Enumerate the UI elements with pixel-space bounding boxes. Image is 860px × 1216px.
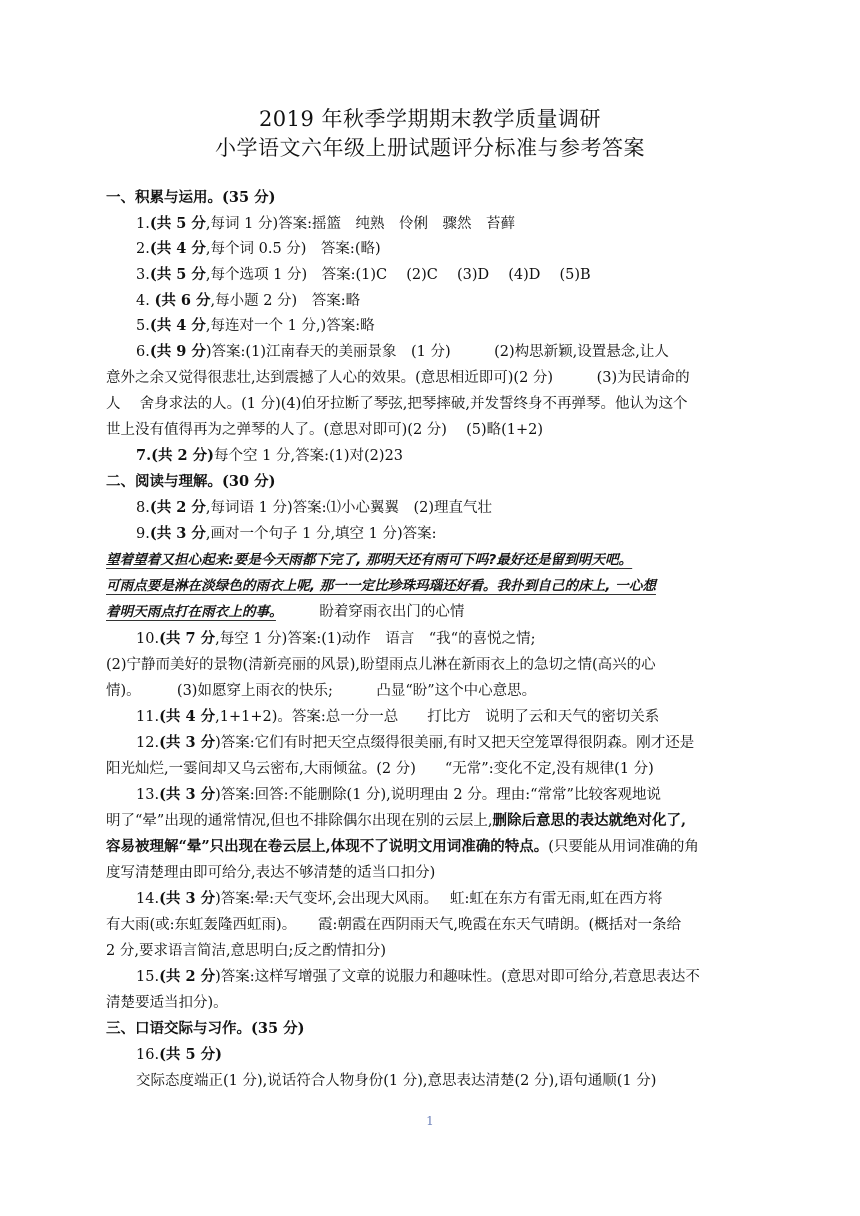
answer-text: ,每小题 2 分) 答案:略 [210,293,361,309]
answer-text: 每个空 1 分,答案:(1)对(2)23 [214,448,404,464]
answer-text: 2 分,要求语言简洁,意思明白;反之酌情扣分) [106,943,387,959]
answer-text: 世上没有值得再为之弹琴的人了。(意思对即可)(2 分) (5)略(1+2) [106,422,544,438]
item-number: 3. [136,267,150,283]
item-number: 6. [136,344,150,360]
answer-line-28 [106,915,756,935]
emphasis-bold: 删除后意思的表达就绝对化了, [492,812,687,829]
score-bold: (共 4 分 [149,240,206,257]
section-heading-text: 二、阅读与理解。(30 分) [106,473,276,490]
item-number: 13. [136,787,160,803]
answer-text: ,每个词 0.5 分) 答案:(略) [205,241,381,257]
answer-line-1 [136,214,756,234]
answer-text: ,每空 1 分)答案:(1)动作 语言 “我“的喜悦之情; [215,631,536,647]
score-bold: (共 5 分) [159,1046,222,1063]
section-heading-1 [106,188,756,208]
score-bold: (共 2 分 [149,499,206,516]
answer-line-29 [106,941,756,961]
answer-text: 明了“晕”出现的通常情况,但也不排除偶尔出现在别的云层上, [106,813,493,829]
answer-text: 盼着穿雨衣出门的心情 [275,604,465,620]
answer-text: 意外之余又觉得很悲壮,达到震撼了人心的效果。(意思相近即可)(2 分) (3)为民请命的 [106,370,690,386]
answer-text: 度写清楚理由即可给分,表达不够清楚的适当口扣分) [106,865,436,881]
item-number: 9. [136,526,150,542]
answer-line-19 [106,681,756,701]
answer-line-22 [106,759,756,779]
item-number: 5. [136,318,150,334]
score-bold: (共 7 分 [159,630,216,647]
quoted-sentence-line-1 [106,550,756,570]
answer-text: 交际态度端正(1 分),说话符合人物身份(1 分),意思表达清楚(2 分),语句通顺(1 分) [136,1073,657,1089]
answer-line-5 [136,316,756,336]
answer-text: 情)。 (3)如愿穿上雨衣的快乐; 凸显“盼”这个中心意思。 [106,683,537,699]
section-heading-text: 一、积累与运用。(35 分) [106,189,276,206]
item-number: 1. [136,216,150,232]
answer-line-13 [136,524,756,544]
score-bold: (共 3 分 [159,890,216,907]
score-bold: (共 4 分 [149,317,206,334]
underlined-sentence: 望着望着又担心起来:要是今天雨都下完了, 那明天还有雨可下吗?最好还是留到明天吧。 [106,552,633,568]
answer-text: )答案:(1)江南春天的美丽景象 (1 分) (2)构思新颖,设置悬念,让人 [205,344,669,360]
answer-text: (2)宁静而美好的景物(清新亮丽的风景),盼望雨点儿淋在新雨衣上的急切之情(高兴的心 [106,657,656,673]
score-bold: (共 9 分 [149,343,206,360]
answer-text: 有大雨(或:东虹轰隆西虹雨)。 霞:朝霞在西阴雨天气,晚霞在东天气晴朗。(概括对一条给 [106,917,682,933]
item-number: 11. [136,709,160,725]
document-subtitle: 小学语文六年级上册试题评分标准与参考答案 [215,136,645,160]
answer-line-10 [136,446,756,466]
page-number: 1 [426,1114,434,1128]
answer-line-24 [106,811,756,831]
section-heading-3 [106,1019,756,1039]
underlined-sentence: 着明天雨点打在雨衣上的事。 [106,604,276,620]
answer-line-34 [136,1071,756,1091]
answer-line-7 [106,368,756,388]
answer-line-25 [106,837,756,857]
answer-line-18 [106,655,756,675]
answer-line-6 [136,342,756,362]
answer-text: )答案:这样写增强了文章的说服力和趣味性。(意思对即可给分,若意思表达不 [215,969,700,985]
answer-text: (只要能从用词准确的角 [548,839,699,855]
quoted-sentence-line-3 [106,602,756,622]
quoted-sentence-line-2 [106,576,756,596]
answer-line-20 [136,707,756,727]
score-bold: (共 2 分 [159,968,216,985]
answer-line-12 [136,498,756,518]
answer-line-3 [136,265,756,285]
answer-line-27 [136,889,756,909]
section-heading-text: 三、口语交际与习作。(35 分) [106,1020,305,1037]
answer-text: 清楚要适当扣分)。 [106,995,228,1011]
answer-text: ,每词 1 分)答案:摇篮 纯熟 伶俐 骤然 苔藓 [205,216,515,232]
answer-line-23 [136,785,756,805]
emphasis-bold: 容易被理解“晕”只出现在卷云层上,体现不了说明文用词准确的特点。 [106,838,549,855]
score-bold: (共 5 分 [149,266,206,283]
score-bold: (共 4 分 [159,708,216,725]
item-number: 14. [136,891,160,907]
item-number: 8. [136,500,150,516]
score-bold: (共 3 分 [149,525,206,542]
item-number: 2. [136,241,150,257]
answer-line-2 [136,239,756,259]
score-bold: (共 5 分 [149,215,206,232]
answer-text: ,每词语 1 分)答案:⑴小心翼翼 (2)理直气壮 [205,500,493,516]
answer-line-21 [136,733,756,753]
answer-line-17 [136,629,756,649]
underlined-sentence: 可雨点要是淋在淡绿色的雨衣上呢, 那一一定比珍珠玛瑙还好看。我扑到自己的床上, 一心想 [106,578,656,594]
answer-text: ,每个选项 1 分) 答案:(1)C (2)C (3)D (4)D (5)B [205,267,591,283]
answer-text: )答案:回答:不能删除(1 分),说明理由 2 分。理由:“常常”比较客观地说 [215,787,661,803]
score-bold: (共 3 分 [159,734,216,751]
document-title: 2019 年秋季学期期末教学质量调研 [258,107,602,131]
item-number: 4. [136,293,155,309]
item-number: 10. [136,631,160,647]
item-number: 12. [136,735,160,751]
answer-text: 人 舍身求法的人。(1 分)(4)伯牙拉断了琴弦,把琴摔破,并发誓终身不再弹琴。他认为这个 [106,396,688,412]
answer-line-33 [136,1045,756,1065]
answer-text: )答案:晕:天气变坏,会出现大风雨。 虹:虹在东方有雷无雨,虹在西方将 [215,891,663,907]
answer-text: 阳光灿烂,一霎间却又乌云密布,大雨倾盆。(2 分) “无常”:变化不定,没有规律(1 分) [106,761,654,777]
score-bold: (共 6 分 [154,292,211,309]
answer-line-30 [136,967,756,987]
answer-text: ,画对一个句子 1 分,填空 1 分)答案: [205,526,437,542]
score-bold: 7.(共 2 分) [136,447,215,464]
answer-line-31 [106,993,756,1013]
item-number: 15. [136,969,160,985]
answer-line-26 [106,863,756,883]
section-heading-2 [106,472,756,492]
answer-line-8 [106,394,756,414]
score-bold: (共 3 分 [159,786,216,803]
answer-text: ,每连对一个 1 分,)答案:略 [205,318,375,334]
answer-text: )答案:它们有时把天空点缀得很美丽,有时又把天空笼罩得很阴森。刚才还是 [215,735,695,751]
answer-line-9 [106,420,756,440]
answer-text: ,1+1+2)。答案:总一分一总 打比方 说明了云和天气的密切关系 [215,709,660,725]
answer-line-4 [136,291,756,311]
item-number: 16. [136,1047,160,1063]
